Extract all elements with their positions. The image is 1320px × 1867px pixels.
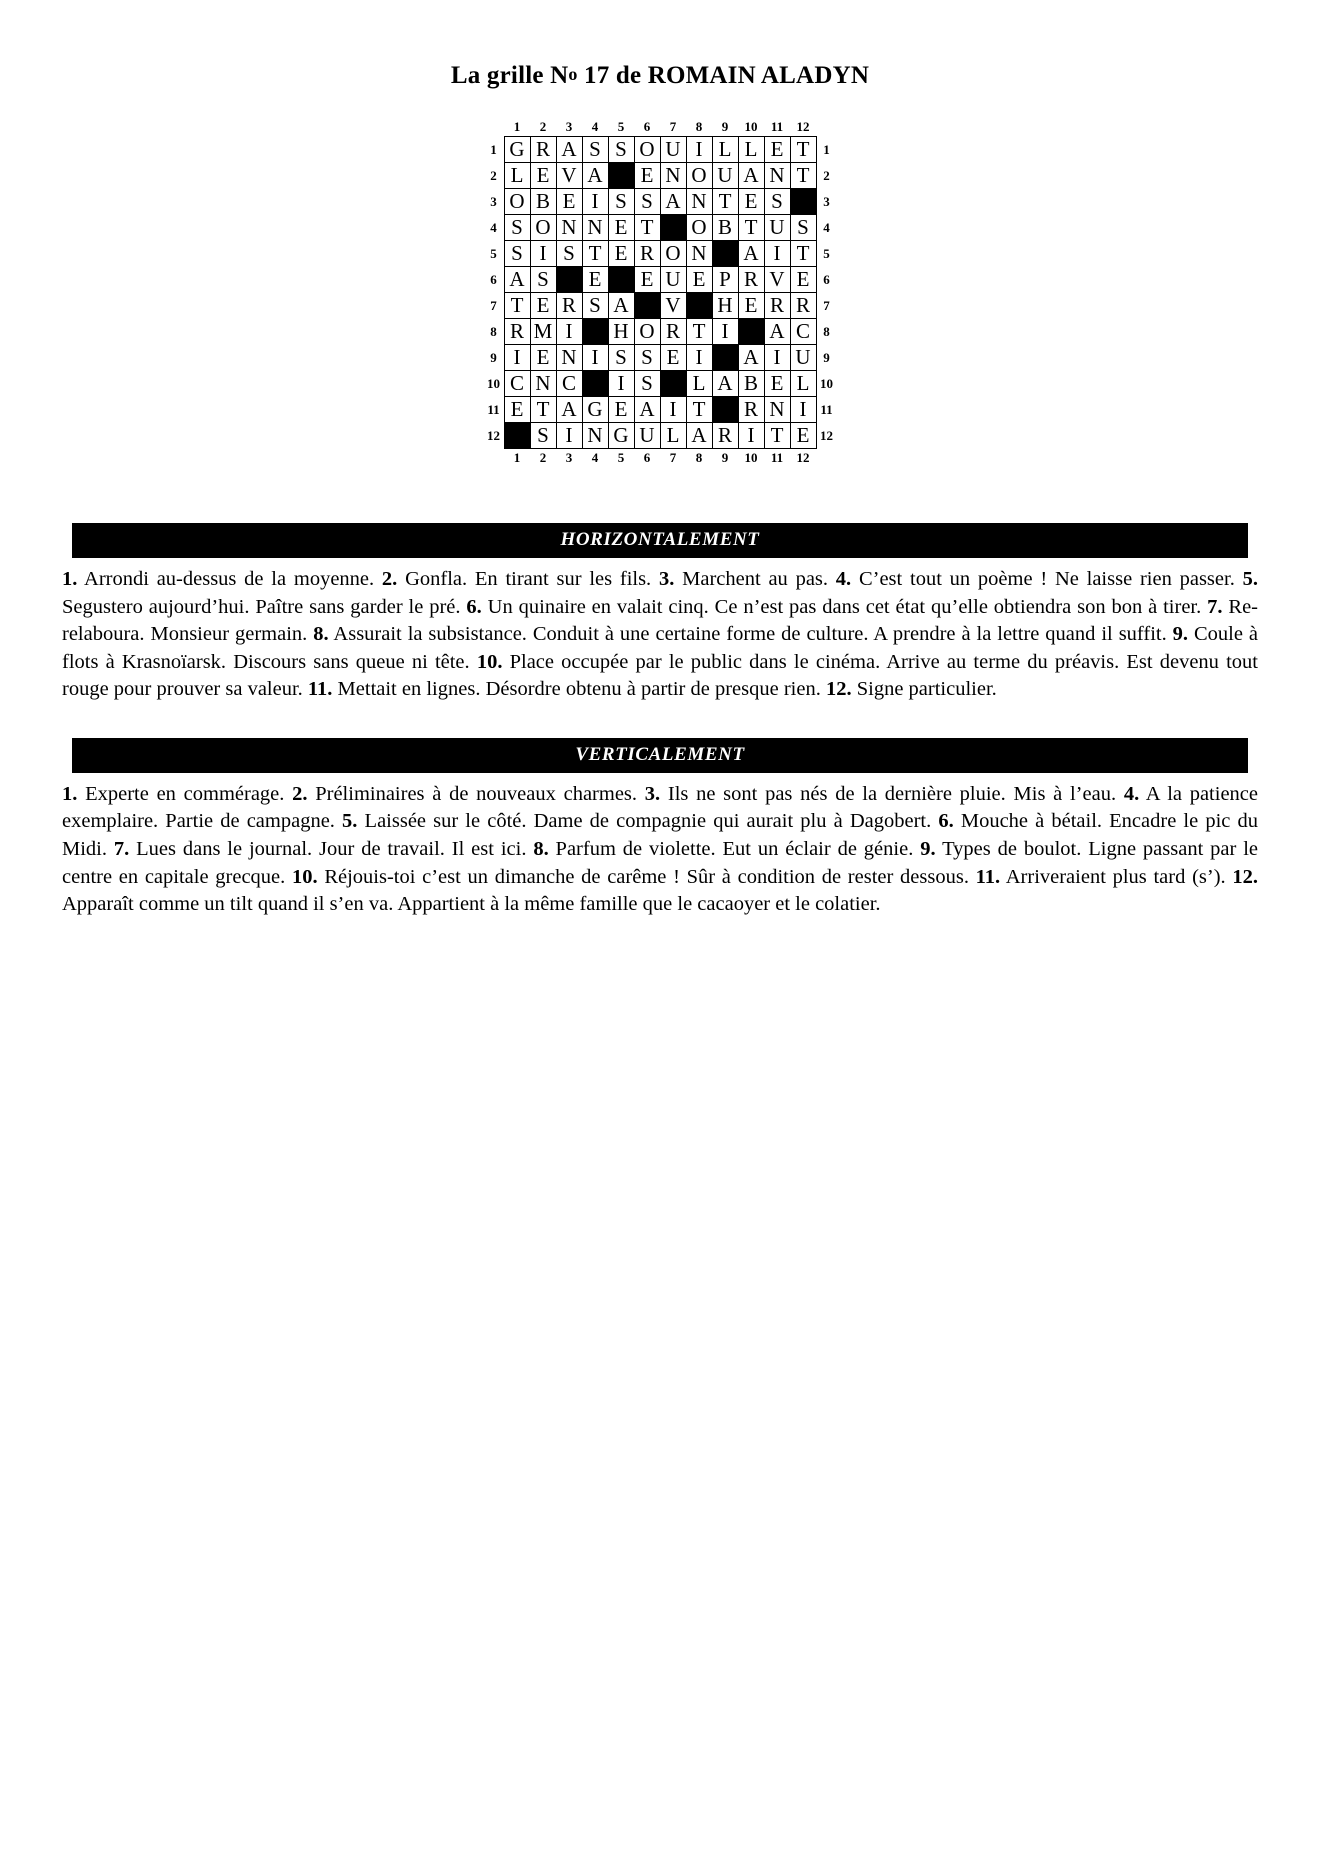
grid-cell-letter: I	[712, 319, 738, 345]
grid-cell-letter: I	[582, 189, 608, 215]
clue-text: Place occupée par le public dans le cinéma. Arrive au terme du préavis. Est devenu tout rouge pour prouver sa valeur.	[62, 650, 1258, 701]
row-index-left-3: 3	[490, 194, 497, 209]
row-index-right-8: 8	[823, 324, 830, 339]
grid-cell-letter: N	[764, 163, 790, 189]
grid-cell-block	[582, 371, 608, 397]
clue-text: Re-relaboura. Monsieur germain.	[62, 595, 1259, 646]
grid-cell-letter: R	[660, 319, 686, 345]
grid-cell-letter: E	[634, 163, 660, 189]
vertical-clues-banner: VERTICALEMENT	[72, 738, 1248, 773]
grid-cell-letter: R	[530, 137, 556, 163]
grid-cell-letter: S	[634, 189, 660, 215]
grid-cell-letter: T	[712, 189, 738, 215]
grid-row	[484, 319, 837, 345]
grid-row	[484, 293, 837, 319]
crossword-grid-body	[484, 118, 837, 467]
grid-cell-block	[582, 319, 608, 345]
grid-cell-letter: T	[686, 319, 712, 345]
clue-text: Arriveraient plus tard (s’).	[1000, 865, 1233, 888]
grid-cell-letter: E	[530, 293, 556, 319]
clue-text: Gonfla. En tirant sur les fils.	[397, 568, 659, 590]
clue-number: 12.	[1232, 865, 1258, 888]
row-index-right-9: 9	[823, 350, 830, 365]
grid-cell-letter: V	[764, 267, 790, 293]
grid-cell-letter: T	[634, 215, 660, 241]
grid-cell-letter: E	[608, 397, 634, 423]
grid-corner-bottom-right	[816, 449, 837, 468]
horizontal-clues-banner: HORIZONTALEMENT	[72, 523, 1248, 558]
clue-number: 9.	[920, 837, 936, 860]
clue-number: 5.	[1242, 568, 1258, 590]
clue-text: Mettait en lignes. Désordre obtenu à partir de presque rien.	[332, 678, 826, 701]
grid-cell-letter: L	[738, 137, 764, 163]
grid-cell-letter: A	[660, 189, 686, 215]
grid-cell-letter: I	[582, 345, 608, 371]
grid-cell-letter: S	[634, 371, 660, 397]
clue-number: 4.	[835, 568, 852, 590]
grid-cell-letter: A	[738, 345, 764, 371]
grid-cell-letter: I	[764, 345, 790, 371]
grid-corner-top-left	[484, 118, 505, 137]
row-index-left-4: 4	[490, 220, 497, 235]
vertical-clues-text	[62, 781, 1258, 919]
clue-text: Apparaît comme un tilt quand il s’en va. Appartient à la même famille que le cacaoyer et le colatier.	[62, 893, 881, 916]
grid-cell-letter: L	[504, 163, 530, 189]
grid-cell-letter: R	[712, 423, 738, 449]
grid-cell-letter: E	[530, 345, 556, 371]
grid-cell-letter: B	[712, 215, 738, 241]
grid-cell-block	[634, 293, 660, 319]
clue-number: 11.	[307, 678, 333, 701]
grid-cell-letter: I	[764, 241, 790, 267]
clue-number: 7.	[113, 837, 130, 860]
grid-cell-letter: T	[686, 397, 712, 423]
column-index-bottom-7: 7	[669, 450, 677, 465]
grid-cell-letter: E	[556, 189, 582, 215]
grid-cell-letter: C	[790, 319, 816, 345]
clue-number: 10.	[476, 650, 503, 673]
column-index-bottom-6: 6	[643, 450, 651, 465]
clue-text: Assurait la subsistance. Conduit à une certaine forme de culture. A prendre à la lettre quand il suffit.	[328, 623, 1173, 646]
page-title-ordinal-sup: o	[568, 64, 578, 84]
clue-text: Parfum de violette. Eut un éclair de génie.	[548, 837, 921, 860]
grid-cell-block	[660, 371, 686, 397]
clue-number: 8.	[533, 837, 549, 860]
grid-cell-letter: T	[790, 241, 816, 267]
grid-cell-letter: A	[712, 371, 738, 397]
grid-row	[484, 189, 837, 215]
grid-cell-letter: R	[790, 293, 816, 319]
clue-number: 9.	[1172, 623, 1189, 646]
grid-cell-letter: A	[634, 397, 660, 423]
column-index-bottom-11: 11	[770, 450, 784, 465]
grid-cell-letter: A	[608, 293, 634, 319]
grid-cell-letter: E	[764, 371, 790, 397]
grid-cell-letter: A	[556, 397, 582, 423]
clue-number: 7.	[1207, 595, 1223, 618]
column-index-bottom-2: 2	[539, 450, 547, 465]
grid-cell-letter: S	[504, 241, 530, 267]
grid-cell-letter: I	[660, 397, 686, 423]
column-index-bottom-12: 12	[796, 450, 810, 465]
clue-text: Mouche à bétail. Encadre le pic du Midi.	[62, 810, 1258, 860]
grid-cell-letter: E	[790, 267, 816, 293]
grid-cell-letter: I	[686, 345, 712, 371]
grid-cell-letter: O	[634, 137, 660, 163]
row-index-left-11: 11	[487, 402, 500, 417]
grid-cell-letter: R	[504, 319, 530, 345]
clue-number: 2.	[292, 782, 308, 805]
clue-text: C’est tout un poème ! Ne laisse rien passer.	[851, 568, 1243, 590]
grid-cell-letter: A	[504, 267, 530, 293]
grid-cell-letter: A	[764, 319, 790, 345]
grid-cell-letter: P	[712, 267, 738, 293]
grid-corner-top-right	[816, 118, 837, 137]
grid-cell-letter: E	[608, 215, 634, 241]
grid-cell-block	[660, 215, 686, 241]
grid-cell-letter: T	[790, 137, 816, 163]
column-index-bottom-1: 1	[513, 450, 521, 465]
grid-cell-letter: I	[738, 423, 764, 449]
grid-cell-block	[504, 423, 530, 449]
grid-cell-letter: N	[582, 215, 608, 241]
clue-number: 6.	[938, 810, 954, 833]
grid-row	[484, 267, 837, 293]
grid-cell-letter: A	[686, 423, 712, 449]
row-index-left-6: 6	[490, 272, 497, 287]
column-index-top-7: 7	[669, 119, 677, 134]
grid-header-row-bottom	[484, 449, 837, 468]
row-index-left-2: 2	[490, 168, 497, 183]
grid-cell-letter: N	[556, 345, 582, 371]
grid-cell-letter: U	[764, 215, 790, 241]
row-index-left-9: 9	[490, 350, 497, 365]
grid-row	[484, 371, 837, 397]
grid-cell-letter: N	[582, 423, 608, 449]
grid-cell-block	[712, 345, 738, 371]
column-index-top-5: 5	[617, 119, 625, 134]
row-index-left-8: 8	[490, 324, 497, 339]
grid-cell-letter: I	[608, 371, 634, 397]
grid-cell-letter: H	[608, 319, 634, 345]
grid-cell-letter: C	[504, 371, 530, 397]
grid-cell-letter: A	[738, 163, 764, 189]
clue-text: Réjouis-toi c’est un dimanche de carême ! Sûr à condition de rester dessous.	[317, 865, 976, 888]
grid-cell-letter: S	[634, 345, 660, 371]
clue-text: Préliminaires à de nouveaux charmes.	[307, 782, 645, 805]
grid-cell-letter: R	[738, 397, 764, 423]
grid-cell-letter: O	[660, 241, 686, 267]
clue-text: Experte en commérage.	[77, 782, 293, 805]
grid-cell-letter: T	[530, 397, 556, 423]
row-index-left-7: 7	[490, 298, 497, 313]
clue-number: 10.	[291, 865, 318, 888]
grid-cell-letter: O	[686, 215, 712, 241]
clue-text: Signe particulier.	[851, 678, 997, 701]
grid-cell-letter: O	[686, 163, 712, 189]
grid-cell-letter: E	[738, 189, 764, 215]
row-index-right-7: 7	[823, 298, 830, 313]
crossword-grid	[484, 118, 837, 467]
grid-cell-letter: E	[790, 423, 816, 449]
clue-text: Lues dans le journal. Jour de travail. Il est ici.	[129, 837, 534, 860]
grid-row	[484, 345, 837, 371]
grid-row	[484, 241, 837, 267]
row-index-left-5: 5	[490, 246, 497, 261]
grid-cell-letter: N	[660, 163, 686, 189]
grid-cell-letter: L	[712, 137, 738, 163]
clue-number: 6.	[466, 595, 482, 618]
grid-cell-letter: T	[582, 241, 608, 267]
grid-cell-letter: T	[738, 215, 764, 241]
grid-cell-letter: R	[556, 293, 582, 319]
grid-cell-letter: O	[634, 319, 660, 345]
grid-cell-letter: U	[660, 137, 686, 163]
grid-cell-letter: I	[686, 137, 712, 163]
grid-cell-letter: U	[790, 345, 816, 371]
column-index-bottom-3: 3	[565, 450, 573, 465]
grid-cell-letter: G	[504, 137, 530, 163]
grid-cell-letter: I	[790, 397, 816, 423]
clue-text: Un quinaire en valait cinq. Ce n’est pas dans cet état qu’elle obtiendra son bon à tirer.	[481, 595, 1208, 618]
grid-row	[484, 163, 837, 189]
column-index-top-6: 6	[643, 119, 651, 134]
column-index-top-12: 12	[796, 119, 810, 134]
grid-cell-letter: I	[556, 319, 582, 345]
grid-cell-letter: N	[530, 371, 556, 397]
grid-cell-letter: E	[764, 137, 790, 163]
grid-cell-letter: E	[608, 241, 634, 267]
clue-text: Ils ne sont pas nés de la dernière pluie. Mis à l’eau.	[660, 782, 1124, 805]
grid-cell-letter: S	[556, 241, 582, 267]
row-index-right-3: 3	[823, 194, 830, 209]
clue-number: 4.	[1123, 782, 1140, 805]
crossword-grid-container	[0, 118, 1320, 467]
grid-cell-letter: E	[582, 267, 608, 293]
row-index-left-12: 12	[487, 428, 500, 443]
grid-cell-letter: I	[556, 423, 582, 449]
row-index-right-2: 2	[823, 168, 830, 183]
grid-row	[484, 423, 837, 449]
column-index-top-8: 8	[695, 119, 703, 134]
grid-cell-block	[686, 293, 712, 319]
grid-cell-block	[712, 397, 738, 423]
column-index-top-3: 3	[565, 119, 573, 134]
row-index-right-4: 4	[823, 220, 830, 235]
row-index-right-6: 6	[823, 272, 830, 287]
grid-cell-letter: B	[530, 189, 556, 215]
grid-cell-letter: L	[660, 423, 686, 449]
grid-row	[484, 137, 837, 163]
clue-number: 1.	[62, 568, 78, 590]
column-index-top-1: 1	[513, 119, 521, 134]
grid-cell-letter: G	[608, 423, 634, 449]
grid-cell-letter: T	[790, 163, 816, 189]
column-index-top-4: 4	[591, 119, 599, 134]
page-title-rest: 17 de ROMAIN ALADYN	[577, 62, 870, 89]
grid-cell-letter: S	[530, 423, 556, 449]
clue-number: 8.	[313, 623, 329, 646]
clue-text: Laissée sur le côté. Dame de compagnie qui aurait plu à Dagobert.	[357, 810, 939, 833]
grid-cell-block	[556, 267, 582, 293]
column-index-bottom-5: 5	[617, 450, 625, 465]
column-index-top-10: 10	[744, 119, 758, 134]
column-index-top-11: 11	[770, 119, 784, 134]
grid-cell-letter: V	[556, 163, 582, 189]
grid-cell-letter: R	[764, 293, 790, 319]
row-index-left-10: 10	[487, 376, 500, 391]
grid-cell-block	[790, 189, 816, 215]
grid-cell-letter: N	[686, 241, 712, 267]
grid-cell-letter: N	[686, 189, 712, 215]
grid-cell-letter: O	[530, 215, 556, 241]
clue-text: Types de boulot. Ligne passant par le centre en capitale grecque.	[62, 837, 1258, 888]
grid-cell-letter: E	[634, 267, 660, 293]
column-index-bottom-4: 4	[591, 450, 599, 465]
grid-cell-letter: E	[738, 293, 764, 319]
grid-cell-letter: S	[608, 345, 634, 371]
grid-cell-letter: E	[504, 397, 530, 423]
grid-cell-letter: A	[738, 241, 764, 267]
grid-cell-letter: S	[582, 137, 608, 163]
grid-cell-letter: N	[556, 215, 582, 241]
clue-text: Segustero aujourd’hui. Paître sans garder le pré.	[62, 595, 467, 618]
clue-text: A la patience exemplaire. Partie de campagne.	[62, 782, 1258, 833]
row-index-left-1: 1	[490, 142, 497, 157]
grid-cell-letter: I	[504, 345, 530, 371]
column-index-top-9: 9	[721, 119, 729, 134]
column-index-bottom-10: 10	[744, 450, 758, 465]
grid-cell-block	[608, 163, 634, 189]
row-index-right-5: 5	[823, 246, 830, 261]
grid-corner-bottom-left	[484, 449, 505, 468]
grid-cell-letter: S	[582, 293, 608, 319]
grid-cell-letter: S	[504, 215, 530, 241]
grid-cell-letter: E	[530, 163, 556, 189]
grid-cell-letter: U	[634, 423, 660, 449]
grid-cell-letter: E	[686, 267, 712, 293]
clue-text: Coule à flots à Krasnoïarsk. Discours sans queue ni tête.	[62, 623, 1259, 673]
page-title-prefix: La grille N	[450, 62, 569, 89]
clue-number: 3.	[658, 568, 675, 590]
column-index-bottom-9: 9	[721, 450, 729, 465]
grid-cell-block	[608, 267, 634, 293]
column-index-bottom-8: 8	[695, 450, 703, 465]
grid-cell-letter: S	[608, 189, 634, 215]
grid-row	[484, 397, 837, 423]
grid-row	[484, 215, 837, 241]
horizontal-clues-text	[62, 566, 1258, 704]
grid-cell-letter: H	[712, 293, 738, 319]
grid-cell-letter: A	[582, 163, 608, 189]
grid-cell-letter: G	[582, 397, 608, 423]
grid-cell-letter: S	[764, 189, 790, 215]
clue-text: Marchent au pas.	[674, 568, 836, 590]
grid-header-row-top	[484, 118, 837, 137]
clue-number: 3.	[644, 782, 661, 805]
grid-cell-letter: S	[530, 267, 556, 293]
grid-cell-letter: S	[608, 137, 634, 163]
grid-cell-letter: L	[790, 371, 816, 397]
clue-number: 2.	[381, 568, 398, 590]
row-index-right-11: 11	[820, 402, 833, 417]
clue-text: Arrondi au-dessus de la moyenne.	[77, 568, 382, 590]
grid-cell-block	[738, 319, 764, 345]
grid-cell-letter: L	[686, 371, 712, 397]
clue-number: 12.	[825, 678, 852, 701]
page-title	[0, 0, 1320, 90]
row-index-right-10: 10	[820, 376, 833, 391]
grid-cell-letter: R	[738, 267, 764, 293]
clue-number: 1.	[62, 782, 78, 805]
grid-cell-letter: T	[764, 423, 790, 449]
grid-cell-letter: S	[790, 215, 816, 241]
grid-cell-letter: R	[634, 241, 660, 267]
grid-cell-letter: B	[738, 371, 764, 397]
grid-cell-letter: U	[660, 267, 686, 293]
grid-cell-block	[712, 241, 738, 267]
grid-cell-letter: O	[504, 189, 530, 215]
row-index-right-1: 1	[823, 142, 830, 157]
grid-cell-letter: V	[660, 293, 686, 319]
grid-cell-letter: C	[556, 371, 582, 397]
grid-cell-letter: U	[712, 163, 738, 189]
grid-cell-letter: T	[504, 293, 530, 319]
clue-number: 5.	[342, 810, 358, 833]
grid-cell-letter: N	[764, 397, 790, 423]
grid-cell-letter: I	[530, 241, 556, 267]
column-index-top-2: 2	[539, 119, 547, 134]
clue-number: 11.	[975, 865, 1001, 888]
grid-cell-letter: E	[660, 345, 686, 371]
grid-cell-letter: M	[530, 319, 556, 345]
grid-cell-letter: A	[556, 137, 582, 163]
row-index-right-12: 12	[820, 428, 833, 443]
